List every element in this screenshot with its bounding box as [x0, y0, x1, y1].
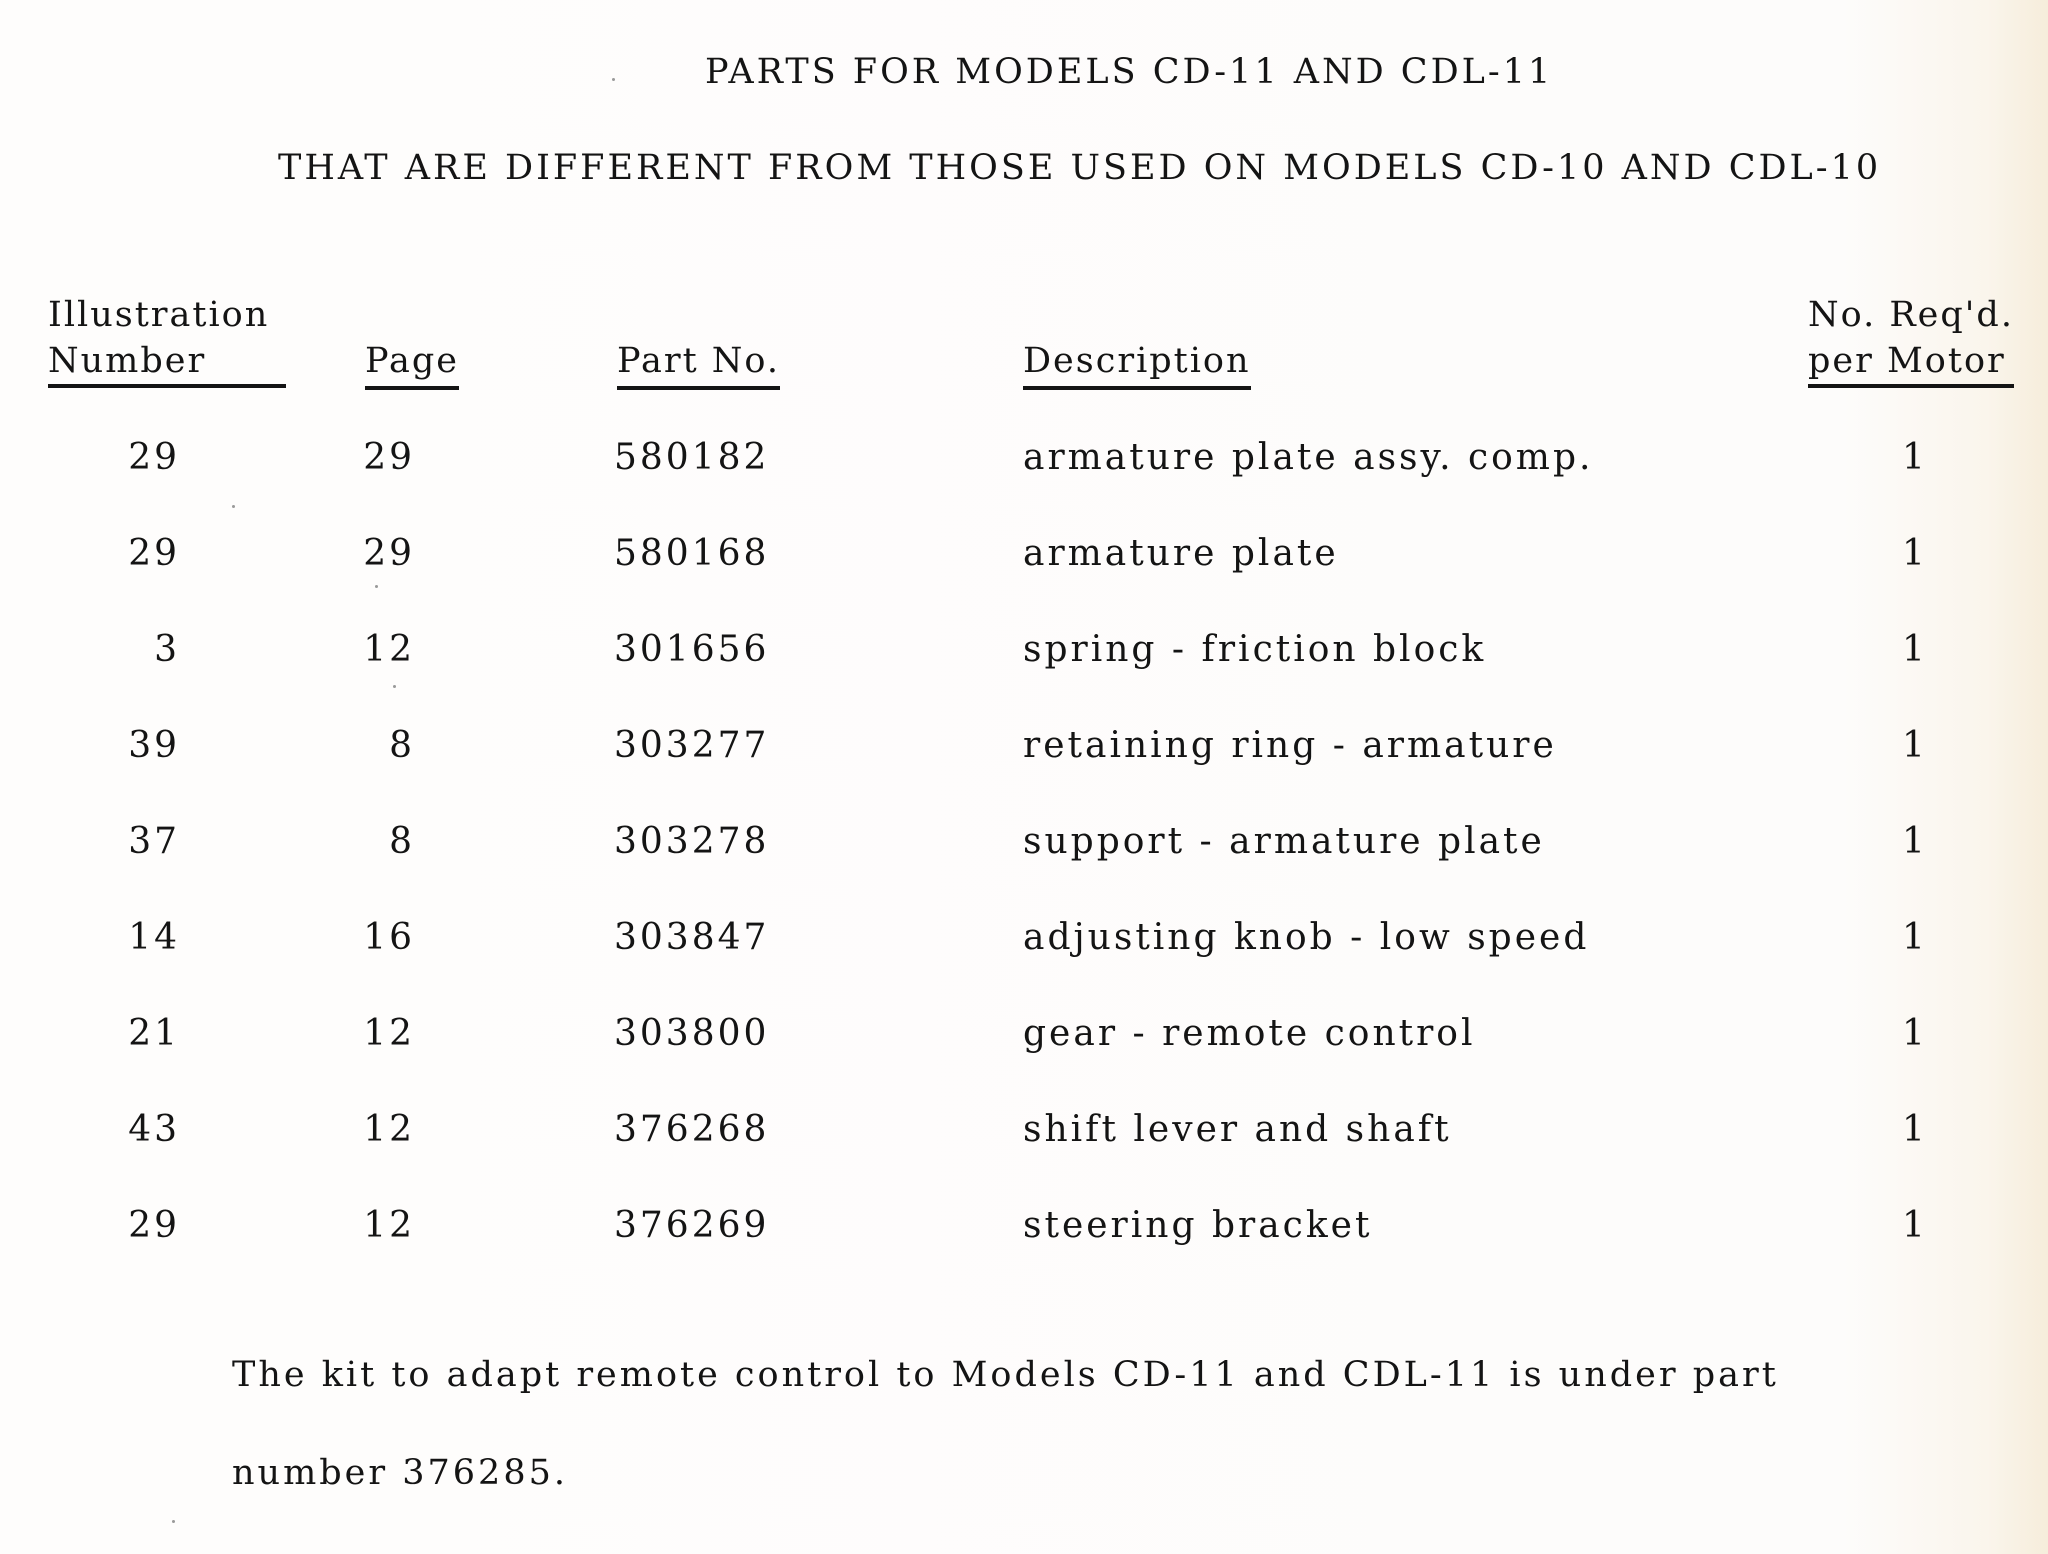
cell-illustration: 29 — [128, 437, 180, 478]
header-page-label: Page — [365, 338, 459, 390]
cell-part-no: 301656 — [614, 629, 770, 670]
table-row — [0, 812, 2048, 872]
paper-speck — [612, 78, 615, 81]
header-description-label: Description — [1023, 338, 1251, 390]
cell-page: 29 — [363, 533, 415, 574]
cell-illustration: 29 — [128, 533, 180, 574]
cell-qty: 1 — [1902, 917, 1928, 958]
paper-speck — [232, 505, 235, 508]
cell-description: armature plate — [1023, 533, 1339, 574]
table-row — [0, 1196, 2048, 1256]
cell-part-no: 580168 — [614, 533, 770, 574]
cell-illustration: 37 — [128, 821, 180, 862]
cell-part-no: 376269 — [614, 1205, 770, 1246]
cell-part-no: 303277 — [614, 725, 770, 766]
header-page — [365, 338, 459, 390]
title-line-2: THAT ARE DIFFERENT FROM THOSE USED ON MODELS CD-10 AND CDL-10 — [278, 148, 1882, 188]
footnote-line-1: The kit to adapt remote control to Models CD-11 and CDL-11 is under part — [232, 1355, 1779, 1395]
cell-description: armature plate assy. comp. — [1023, 437, 1594, 478]
cell-page: 12 — [363, 1205, 415, 1246]
cell-page: 12 — [363, 1013, 415, 1054]
header-req-line1: No. Req'd. — [1808, 295, 2014, 335]
cell-page: 8 — [389, 725, 415, 766]
cell-qty: 1 — [1902, 533, 1928, 574]
cell-qty: 1 — [1902, 821, 1928, 862]
footnote-line-2: number 376285. — [232, 1453, 568, 1493]
header-part-no — [617, 338, 780, 390]
cell-part-no: 303278 — [614, 821, 770, 862]
paper-speck — [393, 685, 396, 688]
cell-illustration: 43 — [128, 1109, 180, 1150]
cell-description: gear - remote control — [1023, 1013, 1476, 1054]
header-part-no-label: Part No. — [617, 338, 780, 390]
cell-illustration: 39 — [128, 725, 180, 766]
cell-qty: 1 — [1902, 1013, 1928, 1054]
cell-page: 12 — [363, 1109, 415, 1150]
cell-description: shift lever and shaft — [1023, 1109, 1452, 1150]
header-illustration-number — [48, 292, 286, 388]
cell-qty: 1 — [1902, 1109, 1928, 1150]
title-line-1: PARTS FOR MODELS CD-11 AND CDL-11 — [705, 52, 1554, 92]
cell-illustration: 21 — [128, 1013, 180, 1054]
cell-description: support - armature plate — [1023, 821, 1545, 862]
header-req-line2: per Motor — [1808, 338, 2014, 388]
cell-qty: 1 — [1902, 437, 1928, 478]
table-row — [0, 1004, 2048, 1064]
table-row — [0, 908, 2048, 968]
table-row — [0, 1100, 2048, 1160]
paper-speck — [375, 585, 378, 588]
table-row — [0, 524, 2048, 584]
cell-page: 29 — [363, 437, 415, 478]
table-row — [0, 620, 2048, 680]
cell-page: 8 — [389, 821, 415, 862]
cell-illustration: 29 — [128, 1205, 180, 1246]
cell-qty: 1 — [1902, 1205, 1928, 1246]
cell-illustration: 3 — [154, 629, 180, 670]
cell-part-no: 303800 — [614, 1013, 770, 1054]
header-description — [1023, 338, 1251, 390]
cell-illustration: 14 — [128, 917, 180, 958]
header-illustration-line1: Illustration — [48, 295, 270, 335]
cell-qty: 1 — [1902, 629, 1928, 670]
table-row — [0, 428, 2048, 488]
cell-part-no: 303847 — [614, 917, 770, 958]
cell-page: 12 — [363, 629, 415, 670]
cell-description: adjusting knob - low speed — [1023, 917, 1590, 958]
cell-page: 16 — [363, 917, 415, 958]
table-row — [0, 716, 2048, 776]
cell-description: retaining ring - armature — [1023, 725, 1557, 766]
cell-part-no: 580182 — [614, 437, 770, 478]
cell-part-no: 376268 — [614, 1109, 770, 1150]
paper-speck — [172, 1520, 175, 1523]
cell-description: spring - friction block — [1023, 629, 1487, 670]
cell-qty: 1 — [1902, 725, 1928, 766]
header-illustration-line2: Number — [48, 338, 286, 388]
cell-description: steering bracket — [1023, 1205, 1373, 1246]
header-number-required — [1808, 292, 2014, 388]
